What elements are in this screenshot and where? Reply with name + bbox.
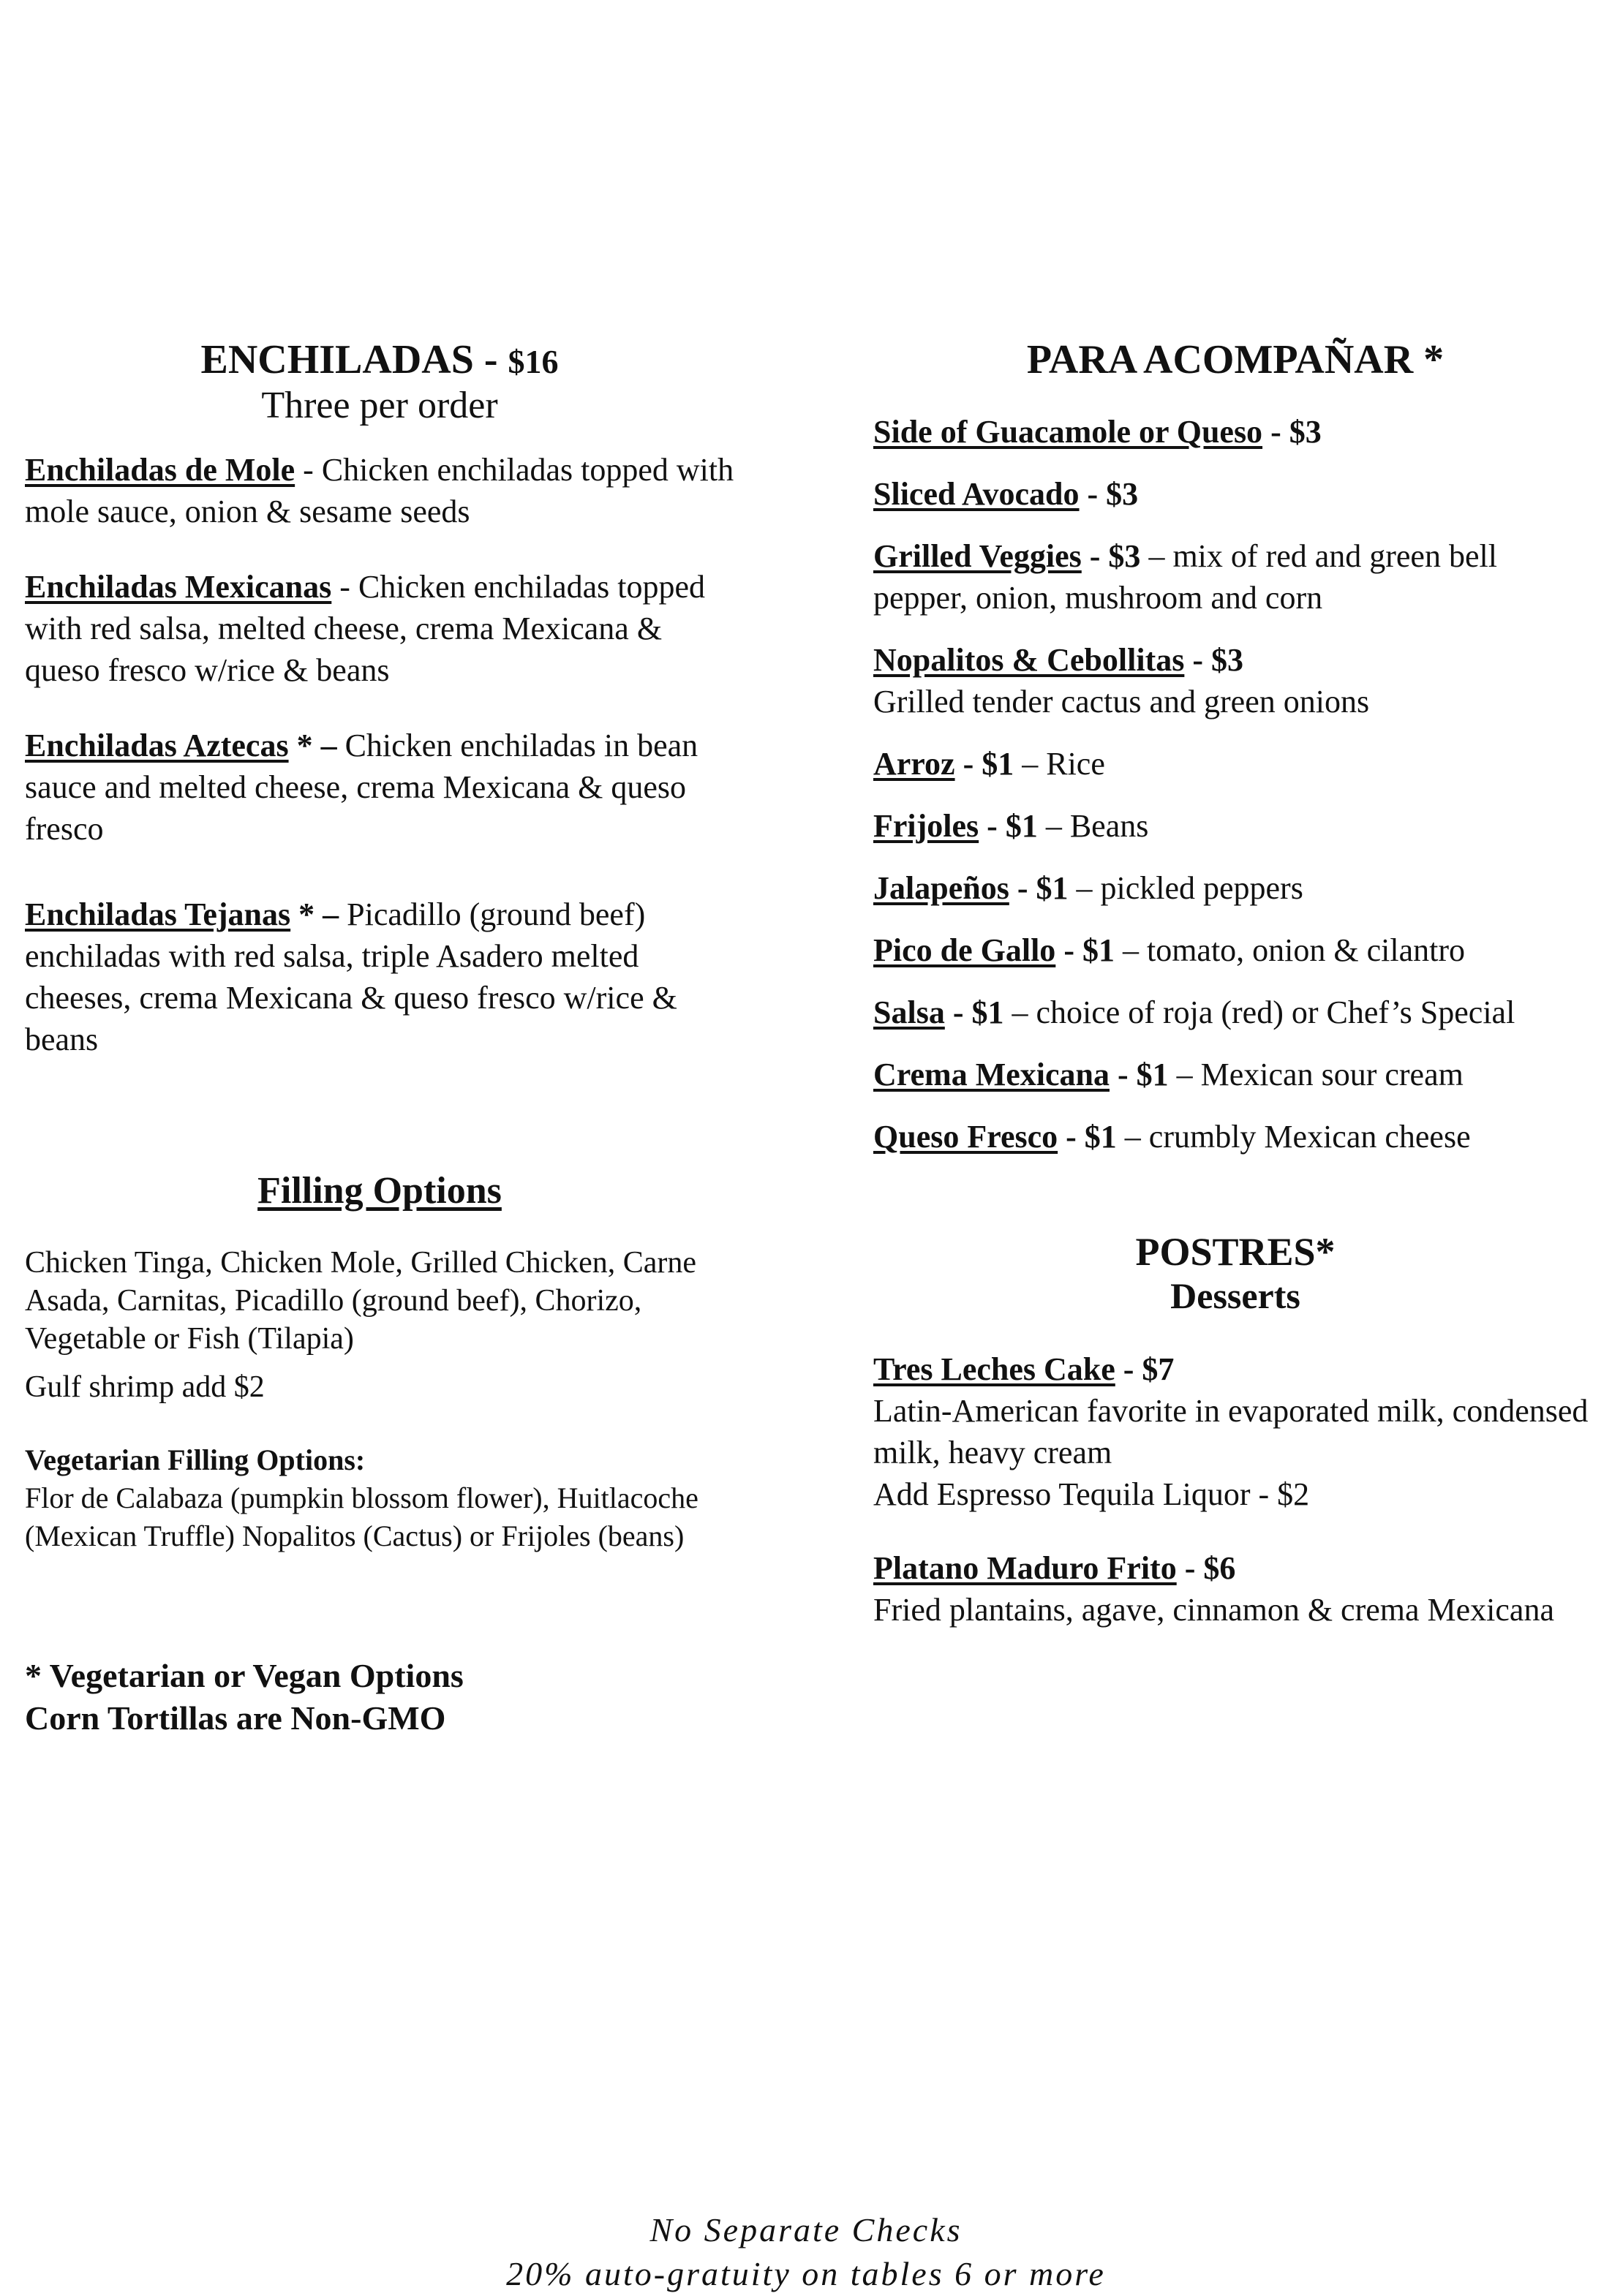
item-name: Salsa xyxy=(873,994,945,1030)
menu-item xyxy=(25,894,734,1060)
desserts-section xyxy=(873,1231,1597,1631)
sides-list xyxy=(873,411,1597,1158)
side-item xyxy=(873,867,1597,909)
footer xyxy=(0,2208,1612,2296)
item-separator: * – xyxy=(290,896,347,932)
enchiladas-title: ENCHILADAS - xyxy=(200,337,498,382)
item-name: Arroz xyxy=(873,745,955,782)
item-name: Side of Guacamole or Queso xyxy=(873,413,1263,450)
item-description: – Beans xyxy=(1045,807,1149,844)
item-description: – crumbly Mexican cheese xyxy=(1124,1118,1471,1155)
side-item xyxy=(873,992,1597,1033)
item-name: Enchiladas Aztecas xyxy=(25,727,289,763)
filling-options: Chicken Tinga, Chicken Mole, Grilled Chicken, Carne Asada, Carnitas, Picadillo (ground beef), Chorizo, Vegetable or Fish (Tilapia) xyxy=(25,1246,697,1356)
left-column xyxy=(25,338,734,1740)
dessert-item xyxy=(873,1348,1597,1515)
right-column xyxy=(873,338,1597,1631)
side-item xyxy=(873,535,1597,619)
item-separator: - xyxy=(295,451,322,488)
item-price: - $1 xyxy=(952,994,1004,1030)
item-price: - $1 xyxy=(1117,1056,1169,1092)
item-name: Frijoles xyxy=(873,807,979,844)
menu-item xyxy=(25,566,734,691)
item-description: Chicken enchiladas topped with mole sauce, onion & sesame seeds xyxy=(25,451,734,529)
item-description: – Mexican sour cream xyxy=(1176,1056,1464,1092)
vegetarian-note: * Vegetarian or Vegan Options xyxy=(25,1657,464,1695)
item-price: - $1 xyxy=(1017,869,1069,906)
item-name: Grilled Veggies xyxy=(873,537,1082,574)
item-name: Sliced Avocado xyxy=(873,475,1080,512)
item-name: Platano Maduro Frito xyxy=(873,1549,1177,1586)
item-description: Grilled tender cactus and green onions xyxy=(873,683,1370,720)
item-price: - $3 xyxy=(1270,413,1322,450)
no-separate-checks: No Separate Checks xyxy=(649,2211,963,2248)
menu-item xyxy=(25,725,734,850)
item-price: - $7 xyxy=(1123,1351,1175,1387)
item-name: Queso Fresco xyxy=(873,1118,1058,1155)
item-price: - $1 xyxy=(1063,932,1115,968)
item-extra: Add Espresso Tequila Liquor - $2 xyxy=(873,1476,1310,1512)
side-item xyxy=(873,743,1597,785)
side-item xyxy=(873,1054,1597,1095)
item-name: Tres Leches Cake xyxy=(873,1351,1115,1387)
item-price: - $3 xyxy=(1192,641,1244,678)
item-name: Pico de Gallo xyxy=(873,932,1056,968)
item-name: Crema Mexicana xyxy=(873,1056,1110,1092)
item-price: - $3 xyxy=(1087,475,1139,512)
item-description: Chicken enchiladas in bean sauce and melted cheese, crema Mexicana & queso fresco xyxy=(25,727,698,847)
filling-title: Filling Options xyxy=(257,1169,502,1212)
desserts-subtitle: Desserts xyxy=(1170,1274,1300,1316)
gratuity-note: 20% auto-gratuity on tables 6 or more xyxy=(506,2255,1106,2292)
dessert-item xyxy=(873,1547,1597,1631)
item-price: - $1 xyxy=(1066,1118,1117,1155)
item-name: Nopalitos & Cebollitas xyxy=(873,641,1185,678)
item-name: Enchiladas Tejanas xyxy=(25,896,291,932)
side-item xyxy=(873,639,1597,722)
tortilla-note: Corn Tortillas are Non-GMO xyxy=(25,1699,446,1737)
item-name: Enchiladas Mexicanas xyxy=(25,568,332,605)
side-item xyxy=(873,805,1597,847)
menu-item xyxy=(25,449,734,532)
item-description: – mix of red and green bell pepper, onion, mushroom and corn xyxy=(873,537,1497,616)
item-price: - $1 xyxy=(963,745,1014,782)
item-description: Latin-American favorite in evaporated milk, condensed milk, heavy cream xyxy=(873,1392,1589,1470)
veg-filling-title: Vegetarian Filling Options: xyxy=(25,1443,366,1477)
side-item xyxy=(873,473,1597,515)
sides-title: PARA ACOMPAÑAR * xyxy=(1026,337,1445,382)
notes-section xyxy=(25,1655,734,1740)
item-separator: - xyxy=(331,568,358,605)
item-description: – tomato, onion & cilantro xyxy=(1122,932,1466,968)
item-description: – choice of roja (red) or Chef’s Special xyxy=(1012,994,1515,1030)
item-description: Chicken enchiladas topped with red salsa, melted cheese, crema Mexicana & queso fresco w/rice & beans xyxy=(25,568,706,688)
item-description: – pickled peppers xyxy=(1076,869,1303,906)
side-item xyxy=(873,929,1597,971)
item-price: - $6 xyxy=(1184,1549,1236,1586)
item-price: - $1 xyxy=(987,807,1038,844)
item-name: Enchiladas de Mole xyxy=(25,451,295,488)
item-separator: * – xyxy=(288,727,345,763)
filling-section xyxy=(25,1170,734,1555)
desserts-title: POSTRES* xyxy=(1135,1229,1336,1274)
side-item xyxy=(873,411,1597,453)
enchiladas-subtitle: Three per order xyxy=(261,384,498,426)
item-description: Fried plantains, agave, cinnamon & crema Mexicana xyxy=(873,1591,1554,1628)
enchiladas-heading xyxy=(25,338,734,383)
item-price: - $3 xyxy=(1089,537,1141,574)
enchiladas-section xyxy=(25,338,734,1060)
item-description: Picadillo (ground beef) enchiladas with red salsa, triple Asadero melted cheeses, crema Mexicana & queso fresco w/rice & beans xyxy=(25,896,677,1057)
veg-filling-options: Flor de Calabaza (pumpkin blossom flower), Huitlacoche (Mexican Truffle) Nopalitos (Cactus) or Frijoles (beans) xyxy=(25,1481,698,1553)
sides-section xyxy=(873,338,1597,1158)
item-name: Jalapeños xyxy=(873,869,1009,906)
shrimp-option: Gulf shrimp add $2 xyxy=(25,1370,265,1405)
enchiladas-price: $16 xyxy=(508,343,559,380)
item-description: – Rice xyxy=(1022,745,1105,782)
side-item xyxy=(873,1116,1597,1158)
